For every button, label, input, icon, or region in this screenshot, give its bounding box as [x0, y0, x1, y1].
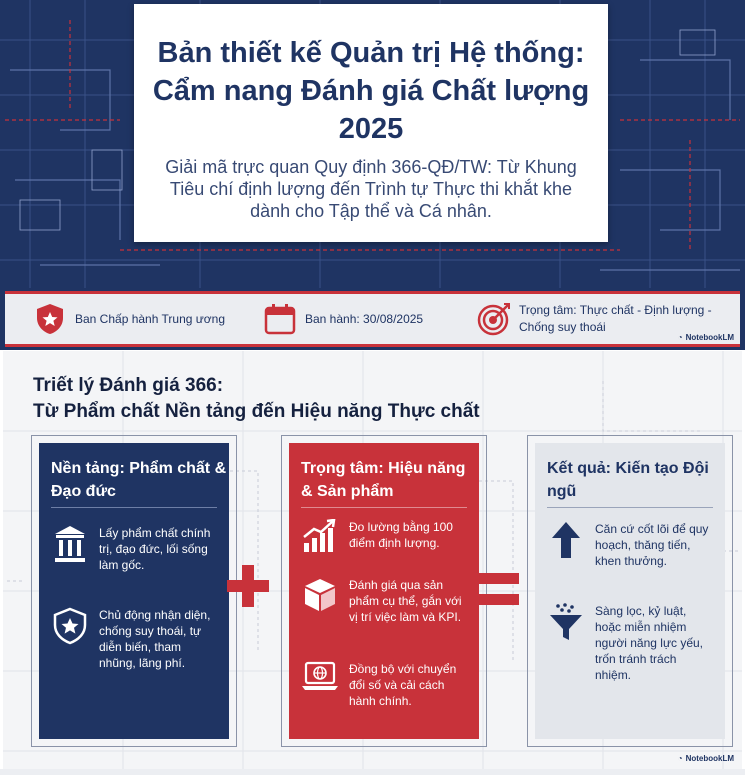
page-subtitle: Giải mã trực quan Quy định 366-QĐ/TW: Từ Khung Tiêu chí định lượng đến Trình tự Thực thi khắt khe dành cho Tập thể và Cá nhân. — [165, 157, 577, 221]
panel-result-item-1 — [545, 521, 715, 569]
bottom-strip — [0, 769, 745, 775]
panel-divider — [301, 507, 467, 508]
info-issuer-label: Ban Chấp hành Trung ương — [75, 311, 226, 326]
calendar-icon — [263, 302, 297, 336]
panel-focus-item-2-text: Đánh giá qua sản phẩm cụ thể, gắn với vị trí việc làm và KPI. — [349, 578, 462, 624]
panel-foundation-title: Nền tảng: Phẩm chất & Đạo đức — [51, 460, 227, 500]
panel-result-title: Kết quả: Kiến tạo Đội ngũ — [547, 460, 709, 500]
panel-focus-item-1 — [299, 519, 469, 561]
section-heading-line1: Triết lý Đánh giá 366: — [33, 375, 224, 396]
pillar-icon — [49, 525, 91, 567]
notebooklm-badge — [678, 333, 734, 342]
panel-focus — [289, 443, 479, 739]
shield-star-icon — [49, 607, 91, 649]
philosophy-section — [3, 351, 742, 769]
page-title: Bản thiết kế Quản trị Hệ thống: Cẩm nang Đánh giá Chất lượng 2025 — [152, 37, 590, 145]
panel-foundation-item-2 — [49, 607, 219, 671]
section-heading-line2: Từ Phẩm chất Nền tảng đến Hiệu năng Thực chất — [33, 401, 480, 422]
panel-focus-body — [289, 443, 479, 739]
notebooklm-icon: ◔ — [677, 333, 683, 342]
panel-focus-item-1-text: Đo lường bằng 100 điểm định lượng. — [349, 520, 453, 550]
box-icon — [299, 577, 341, 619]
info-bar-panel — [5, 291, 740, 347]
panel-result-item-2-text: Sàng lọc, kỷ luật, hoặc miễn nhiệm người năng lực yếu, trốn tránh trách nhiệm. — [595, 604, 703, 682]
notebooklm-label: NotebookLM — [685, 333, 734, 342]
panel-divider — [51, 507, 217, 508]
info-item-issuer — [33, 294, 225, 344]
shield-star-icon — [33, 302, 67, 336]
info-focus-label: Trọng tâm: Thực chất - Định lượng - Chống suy thoái — [519, 303, 712, 334]
panel-result — [535, 443, 725, 739]
notebooklm-badge — [678, 754, 734, 763]
panel-focus-item-3-text: Đồng bộ với chuyển đổi số và cải cách hành chính. — [349, 662, 457, 708]
info-item-date — [263, 294, 423, 344]
growth-chart-icon — [299, 519, 341, 561]
section-heading — [33, 373, 480, 425]
panel-focus-title: Trọng tâm: Hiệu năng & Sản phẩm — [301, 460, 466, 500]
plus-operator — [225, 563, 271, 609]
arrow-up-icon — [545, 521, 587, 563]
laptop-globe-icon — [299, 661, 341, 703]
panel-focus-item-2 — [299, 577, 469, 625]
panel-foundation-item-1-text: Lấy phẩm chất chính trị, đạo đức, lối sống làm gốc. — [99, 526, 211, 572]
panel-foundation-item-2-text: Chủ động nhận diện, chống suy thoái, tự diễn biến, tham nhũng, lãng phí. — [99, 608, 211, 670]
panel-foundation-item-1 — [49, 525, 219, 573]
panel-result-item-1-text: Căn cứ cốt lõi để quy hoạch, thăng tiến, khen thưởng. — [595, 522, 709, 568]
funnel-icon — [545, 603, 587, 645]
info-bar — [0, 288, 745, 350]
panel-result-item-2 — [545, 603, 715, 683]
panel-foundation — [39, 443, 229, 739]
equals-operator — [471, 569, 521, 609]
panel-foundation-body — [39, 443, 229, 739]
target-icon — [477, 302, 511, 336]
panel-result-body — [535, 443, 725, 739]
panel-focus-item-3 — [299, 661, 469, 709]
info-date-label: Ban hành: 30/08/2025 — [305, 311, 424, 326]
notebooklm-label: NotebookLM — [685, 754, 734, 763]
title-card — [134, 4, 608, 242]
notebooklm-icon: ◔ — [677, 754, 683, 763]
panel-divider — [547, 507, 713, 508]
hero-banner — [0, 0, 745, 288]
